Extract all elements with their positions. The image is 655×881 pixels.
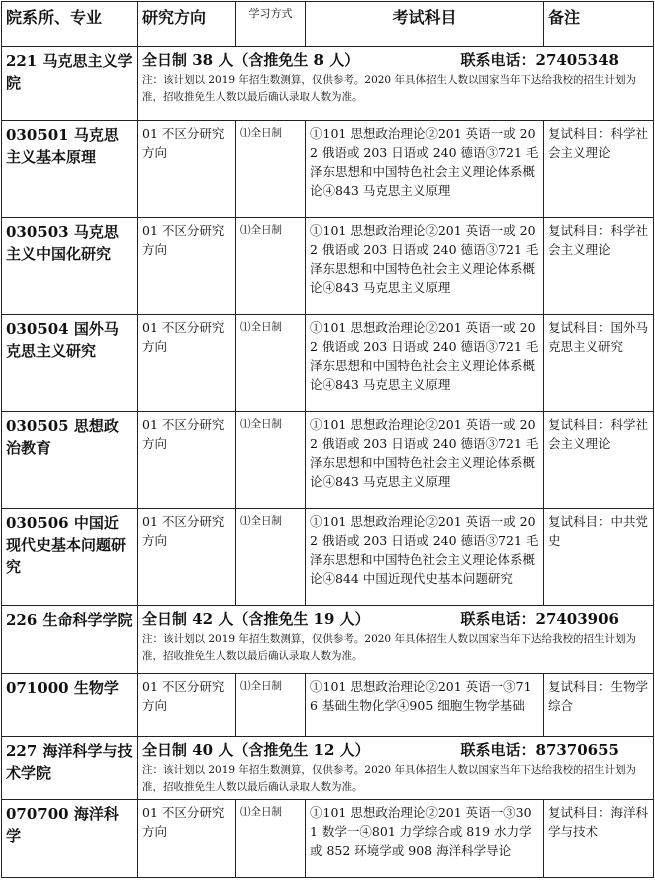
header-unit: 院系所、专业 [2, 2, 138, 47]
program-remark: 复试科目：科学社会主义理论 [544, 218, 654, 315]
dept-contact: 联系电话：27403906 [460, 610, 619, 628]
dept-info [138, 606, 654, 674]
header-remarks: 备注 [544, 2, 654, 47]
program-major: 070700 海洋科学 [2, 800, 138, 878]
dept-unit: 226 生命科学学院 [2, 606, 138, 674]
program-mode: ⑴全日制 [236, 674, 306, 737]
program-direction: 01 不区分研究方向 [138, 412, 236, 509]
dept-contact: 联系电话：27405348 [460, 51, 619, 69]
header-row [2, 2, 654, 47]
program-remark: 复试科目：科学社会主义理论 [544, 412, 654, 509]
program-remark: 复试科目：海洋科学与技术 [544, 800, 654, 878]
dept-info [138, 47, 654, 121]
program-remark: 复试科目：科学社会主义理论 [544, 121, 654, 218]
program-mode: ⑴全日制 [236, 800, 306, 878]
program-major: 030504 国外马克思主义研究 [2, 315, 138, 412]
program-remark: 复试科目：中共党史 [544, 509, 654, 606]
program-direction: 01 不区分研究方向 [138, 121, 236, 218]
program-subjects: ①101 思想政治理论②201 英语一或 202 俄语或 203 日语或 240 德语③721 毛泽东思想和中国特色社会主义理论体系概论④843 马克思主义原理 [306, 412, 544, 509]
admissions-table [1, 1, 654, 878]
program-row [2, 800, 654, 878]
program-mode: ⑴全日制 [236, 218, 306, 315]
program-subjects: ①101 思想政治理论②201 英语一③301 数学一④801 力学综合或 819 水力学或 852 环境学或 908 海洋科学导论 [306, 800, 544, 878]
program-row [2, 509, 654, 606]
program-direction: 01 不区分研究方向 [138, 315, 236, 412]
program-direction: 01 不区分研究方向 [138, 218, 236, 315]
program-subjects: ①101 思想政治理论②201 英语一或 202 俄语或 203 日语或 240 德语③721 毛泽东思想和中国特色社会主义理论体系概论④843 马克思主义原理 [306, 121, 544, 218]
program-major: 030506 中国近现代史基本问题研究 [2, 509, 138, 606]
dept-row [2, 47, 654, 121]
dept-unit: 221 马克思主义学院 [2, 47, 138, 121]
dept-note: 注：该计划以 2019 年招生数测算，仅供参考。2020 年具体招生人数以国家当年下达给我校的招生计划为准，招收推免生人数以最后确认录取人数为准。 [142, 74, 636, 103]
program-subjects: ①101 思想政治理论②201 英语一或 202 俄语或 203 日语或 240 德语③721 毛泽东思想和中国特色社会主义理论体系概论④844 中国近现代史基本问题研究 [306, 509, 544, 606]
header-subjects: 考试科目 [306, 2, 544, 47]
dept-row [2, 737, 654, 800]
program-mode: ⑴全日制 [236, 121, 306, 218]
program-mode: ⑴全日制 [236, 315, 306, 412]
dept-unit: 227 海洋科学与技术学院 [2, 737, 138, 800]
program-remark: 复试科目：生物学综合 [544, 674, 654, 737]
program-subjects: ①101 思想政治理论②201 英语一或 202 俄语或 203 日语或 240 德语③721 毛泽东思想和中国特色社会主义理论体系概论④843 马克思主义原理 [306, 315, 544, 412]
header-direction: 研究方向 [138, 2, 236, 47]
program-direction: 01 不区分研究方向 [138, 674, 236, 737]
dept-quota: 全日制 40 人（含推免生 12 人） [142, 741, 370, 759]
program-row [2, 315, 654, 412]
program-major: 071000 生物学 [2, 674, 138, 737]
program-row [2, 674, 654, 737]
program-direction: 01 不区分研究方向 [138, 509, 236, 606]
program-major: 030505 思想政治教育 [2, 412, 138, 509]
dept-note: 注：该计划以 2019 年招生数测算，仅供参考。2020 年具体招生人数以国家当年下达给我校的招生计划为准，招收推免生人数以最后确认录取人数为准。 [142, 764, 636, 793]
dept-note: 注：该计划以 2019 年招生数测算，仅供参考。2020 年具体招生人数以国家当年下达给我校的招生计划为准，招收推免生人数以最后确认录取人数为准。 [142, 633, 636, 662]
program-direction: 01 不区分研究方向 [138, 800, 236, 878]
program-subjects: ①101 思想政治理论②201 英语一③716 基础生物化学④905 细胞生物学基础 [306, 674, 544, 737]
program-mode: ⑴全日制 [236, 509, 306, 606]
program-major: 030503 马克思主义中国化研究 [2, 218, 138, 315]
program-row [2, 218, 654, 315]
dept-quota: 全日制 38 人（含推免生 8 人） [142, 51, 360, 69]
dept-info [138, 737, 654, 800]
dept-contact: 联系电话：87370655 [460, 741, 619, 759]
dept-quota: 全日制 42 人（含推免生 19 人） [142, 610, 370, 628]
program-mode: ⑴全日制 [236, 412, 306, 509]
program-remark: 复试科目：国外马克思主义研究 [544, 315, 654, 412]
program-row [2, 412, 654, 509]
program-row [2, 121, 654, 218]
dept-row [2, 606, 654, 674]
program-major: 030501 马克思主义基本原理 [2, 121, 138, 218]
program-subjects: ①101 思想政治理论②201 英语一或 202 俄语或 203 日语或 240 德语③721 毛泽东思想和中国特色社会主义理论体系概论④843 马克思主义原理 [306, 218, 544, 315]
header-mode: 学习方式 [236, 2, 306, 47]
